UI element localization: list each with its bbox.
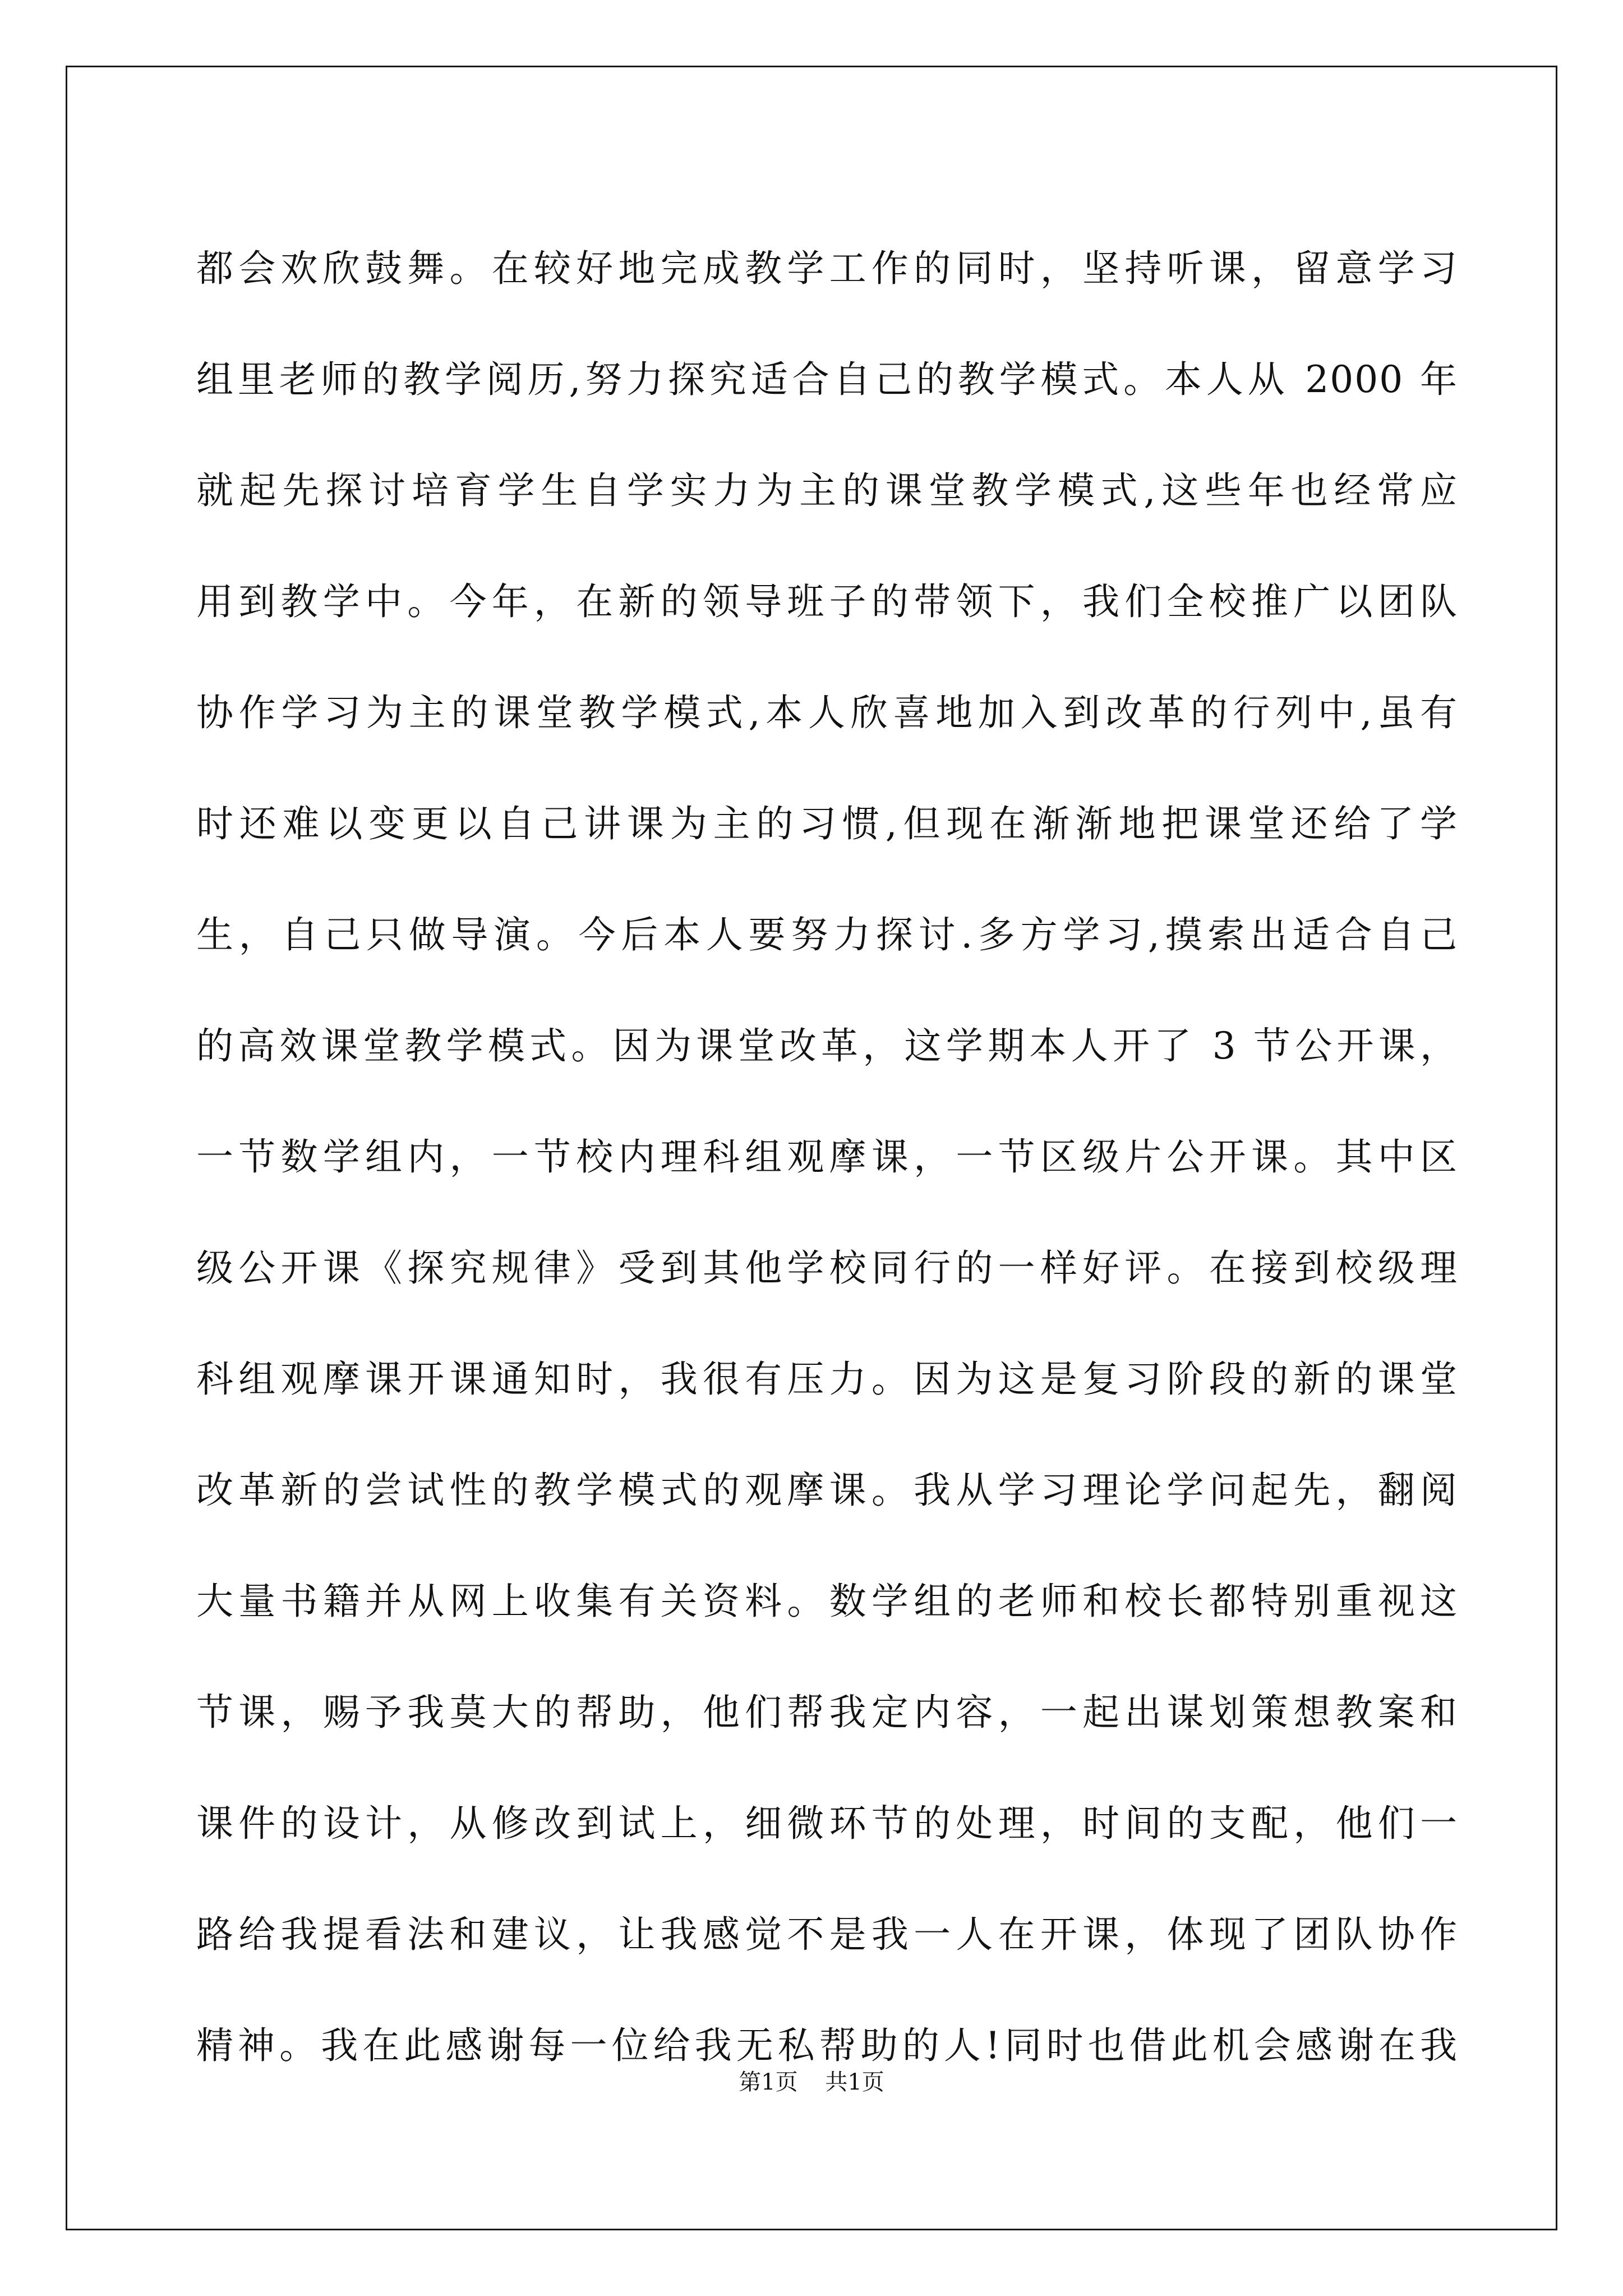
- body-line: 用到教学中。今年，在新的领导班子的带领下，我们全校推广以团队: [196, 580, 1458, 623]
- body-line: 改革新的尝试性的教学模式的观摩课。我从学习理论学问起先，翻阅: [196, 1469, 1458, 1512]
- body-line: 生，自己只做导演。今后本人要努力探讨.多方学习,摸索出适合自己: [196, 913, 1458, 956]
- document-body: [196, 213, 1458, 2101]
- body-line: 一节数学组内，一节校内理科组观摩课，一节区级片公开课。其中区: [196, 1135, 1458, 1179]
- body-line: 大量书籍并从网上收集有关资料。数学组的老师和校长都特别重视这: [196, 1580, 1458, 1623]
- page-footer: [0, 2064, 1623, 2096]
- body-line: 精神。我在此感谢每一位给我无私帮助的人!同时也借此机会感谢在我: [196, 2024, 1458, 2067]
- body-line: 节课，赐予我莫大的帮助，他们帮我定内容，一起出谋划策想教案和: [196, 1691, 1458, 1734]
- page-number-current: 第1页: [739, 2069, 798, 2095]
- body-line: 路给我提看法和建议，让我感觉不是我一人在开课，体现了团队协作: [196, 1913, 1458, 1956]
- body-line: 的高效课堂教学模式。因为课堂改革，这学期本人开了 3 节公开课，: [196, 1024, 1458, 1068]
- body-line: 组里老师的教学阅历,努力探究适合自己的教学模式。本人从 2000 年: [196, 358, 1458, 401]
- page-number-total: 共1页: [825, 2069, 884, 2095]
- body-line: 科组观摩课开课通知时，我很有压力。因为这是复习阶段的新的课堂: [196, 1358, 1458, 1401]
- body-line: 都会欢欣鼓舞。在较好地完成教学工作的同时，坚持听课，留意学习: [196, 247, 1458, 290]
- body-line: 就起先探讨培育学生自学实力为主的课堂教学模式,这些年也经常应: [196, 469, 1458, 512]
- body-line: 时还难以变更以自己讲课为主的习惯,但现在渐渐地把课堂还给了学: [196, 802, 1458, 845]
- body-line: 课件的设计，从修改到试上，细微环节的处理，时间的支配，他们一: [196, 1802, 1458, 1845]
- body-line: 协作学习为主的课堂教学模式,本人欣喜地加入到改革的行列中,虽有: [196, 691, 1458, 734]
- body-line: 级公开课《探究规律》受到其他学校同行的一样好评。在接到校级理: [196, 1246, 1458, 1290]
